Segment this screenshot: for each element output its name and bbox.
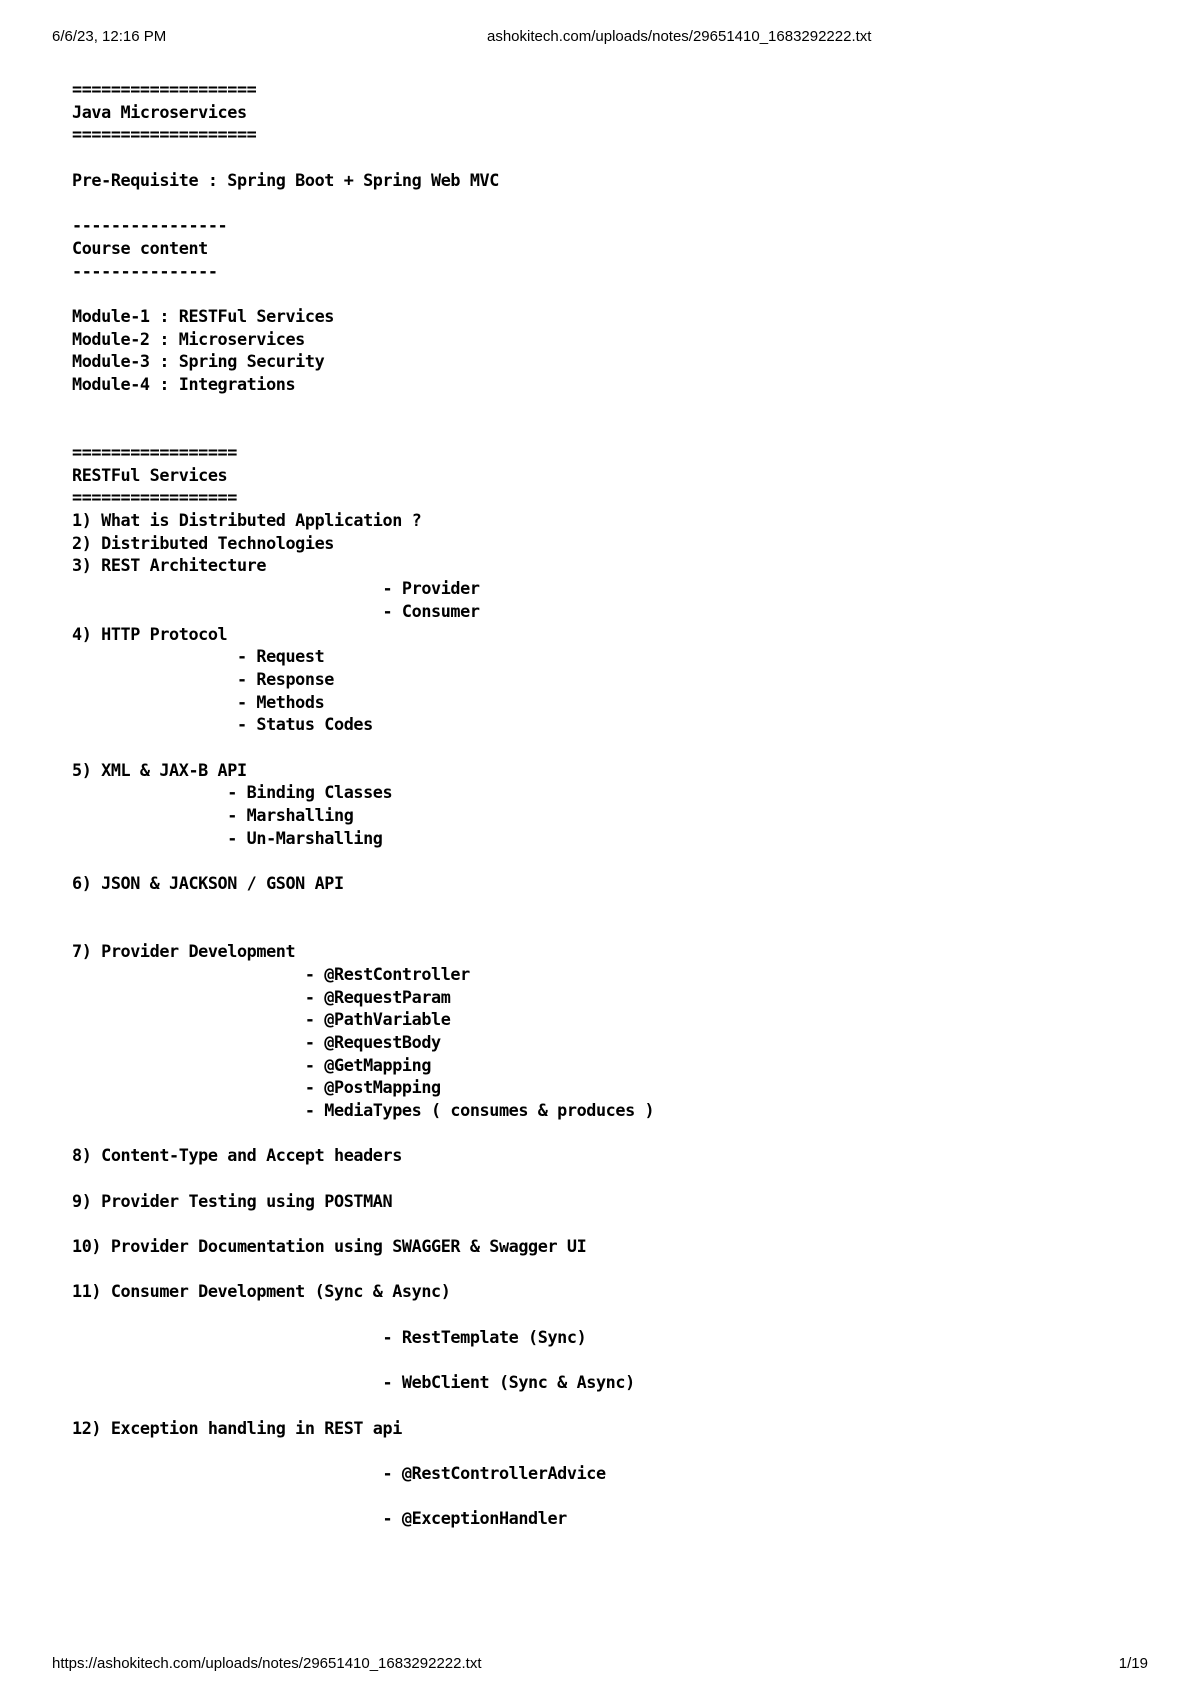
print-url: https://ashokitech.com/uploads/notes/29651410_1683292222.txt (52, 1655, 482, 1672)
note-line: =================== (72, 124, 257, 145)
note-line: RESTFul Services (72, 464, 228, 485)
note-line (72, 1485, 1142, 1508)
note-line: - @RestControllerAdvice (72, 1462, 606, 1483)
note-line: - Status Codes (72, 714, 373, 735)
note-line: 3) REST Architecture (72, 555, 267, 576)
note-line: ---------------- (72, 215, 228, 236)
note-line: - Request (72, 646, 325, 667)
note-line: - Provider (72, 578, 480, 599)
note-line: Module-1 : RESTFul Services (72, 305, 334, 326)
note-line: - Methods (72, 691, 325, 712)
note-line: - RestTemplate (Sync) (72, 1326, 587, 1347)
note-line (72, 396, 1142, 419)
note-line: Pre-Requisite : Spring Boot + Spring Web MVC (72, 169, 499, 190)
note-line: - WebClient (Sync & Async) (72, 1372, 635, 1393)
note-line: 1) What is Distributed Application ? (72, 510, 422, 531)
print-title: ashokitech.com/uploads/notes/29651410_1683292222.txt (487, 28, 872, 45)
note-line (72, 1258, 1142, 1281)
note-line: - @GetMapping (72, 1054, 432, 1075)
note-line: Module-2 : Microservices (72, 328, 305, 349)
note-line: - @RestController (72, 963, 470, 984)
note-line (72, 1349, 1142, 1372)
note-line: 7) Provider Development (72, 941, 296, 962)
note-line: ================= (72, 487, 237, 508)
note-line: - @PathVariable (72, 1009, 451, 1030)
note-line (72, 1394, 1142, 1417)
note-line: - @RequestBody (72, 1031, 441, 1052)
note-line (72, 146, 1142, 169)
print-footer (52, 1655, 1148, 1677)
note-line: 11) Consumer Development (Sync & Async) (72, 1281, 451, 1302)
note-line: 9) Provider Testing using POSTMAN (72, 1190, 393, 1211)
note-line: 5) XML & JAX-B API (72, 759, 247, 780)
note-text-body (72, 78, 1142, 1530)
note-line: Module-4 : Integrations (72, 373, 296, 394)
note-line (72, 1303, 1142, 1326)
note-line: 6) JSON & JACKSON / GSON API (72, 873, 344, 894)
note-line: Module-3 : Spring Security (72, 351, 325, 372)
note-line (72, 917, 1142, 940)
print-header (52, 28, 1148, 50)
note-line: 12) Exception handling in REST api (72, 1417, 402, 1438)
note-line: - Consumer (72, 600, 480, 621)
note-line (72, 1122, 1142, 1145)
note-line (72, 1439, 1142, 1462)
note-line (72, 282, 1142, 305)
note-line: =================== (72, 79, 257, 99)
note-line (72, 849, 1142, 872)
note-line: - MediaTypes ( consumes & produces ) (72, 1099, 655, 1120)
note-line: - @ExceptionHandler (72, 1508, 567, 1529)
note-line: --------------- (72, 260, 218, 281)
note-line: Java Microservices (72, 101, 247, 122)
note-line (72, 1212, 1142, 1235)
print-date: 6/6/23, 12:16 PM (52, 28, 167, 45)
note-line (72, 1167, 1142, 1190)
note-line: 2) Distributed Technologies (72, 532, 334, 553)
note-line: 4) HTTP Protocol (72, 623, 228, 644)
note-line: - Response (72, 668, 334, 689)
note-line: - Un-Marshalling (72, 827, 383, 848)
page-number: 1/19 (1118, 1655, 1148, 1672)
note-line: - Marshalling (72, 805, 354, 825)
note-line: - Binding Classes (72, 782, 393, 803)
note-line: 8) Content-Type and Accept headers (72, 1145, 402, 1166)
note-line: ================= (72, 442, 237, 462)
note-line (72, 418, 1142, 441)
note-line (72, 895, 1142, 918)
note-line (72, 736, 1142, 759)
note-line (72, 191, 1142, 214)
note-line: 10) Provider Documentation using SWAGGER & Swagger UI (72, 1236, 587, 1257)
note-line: Course content (72, 237, 208, 258)
note-line: - @PostMapping (72, 1077, 441, 1098)
note-line: - @RequestParam (72, 986, 451, 1007)
